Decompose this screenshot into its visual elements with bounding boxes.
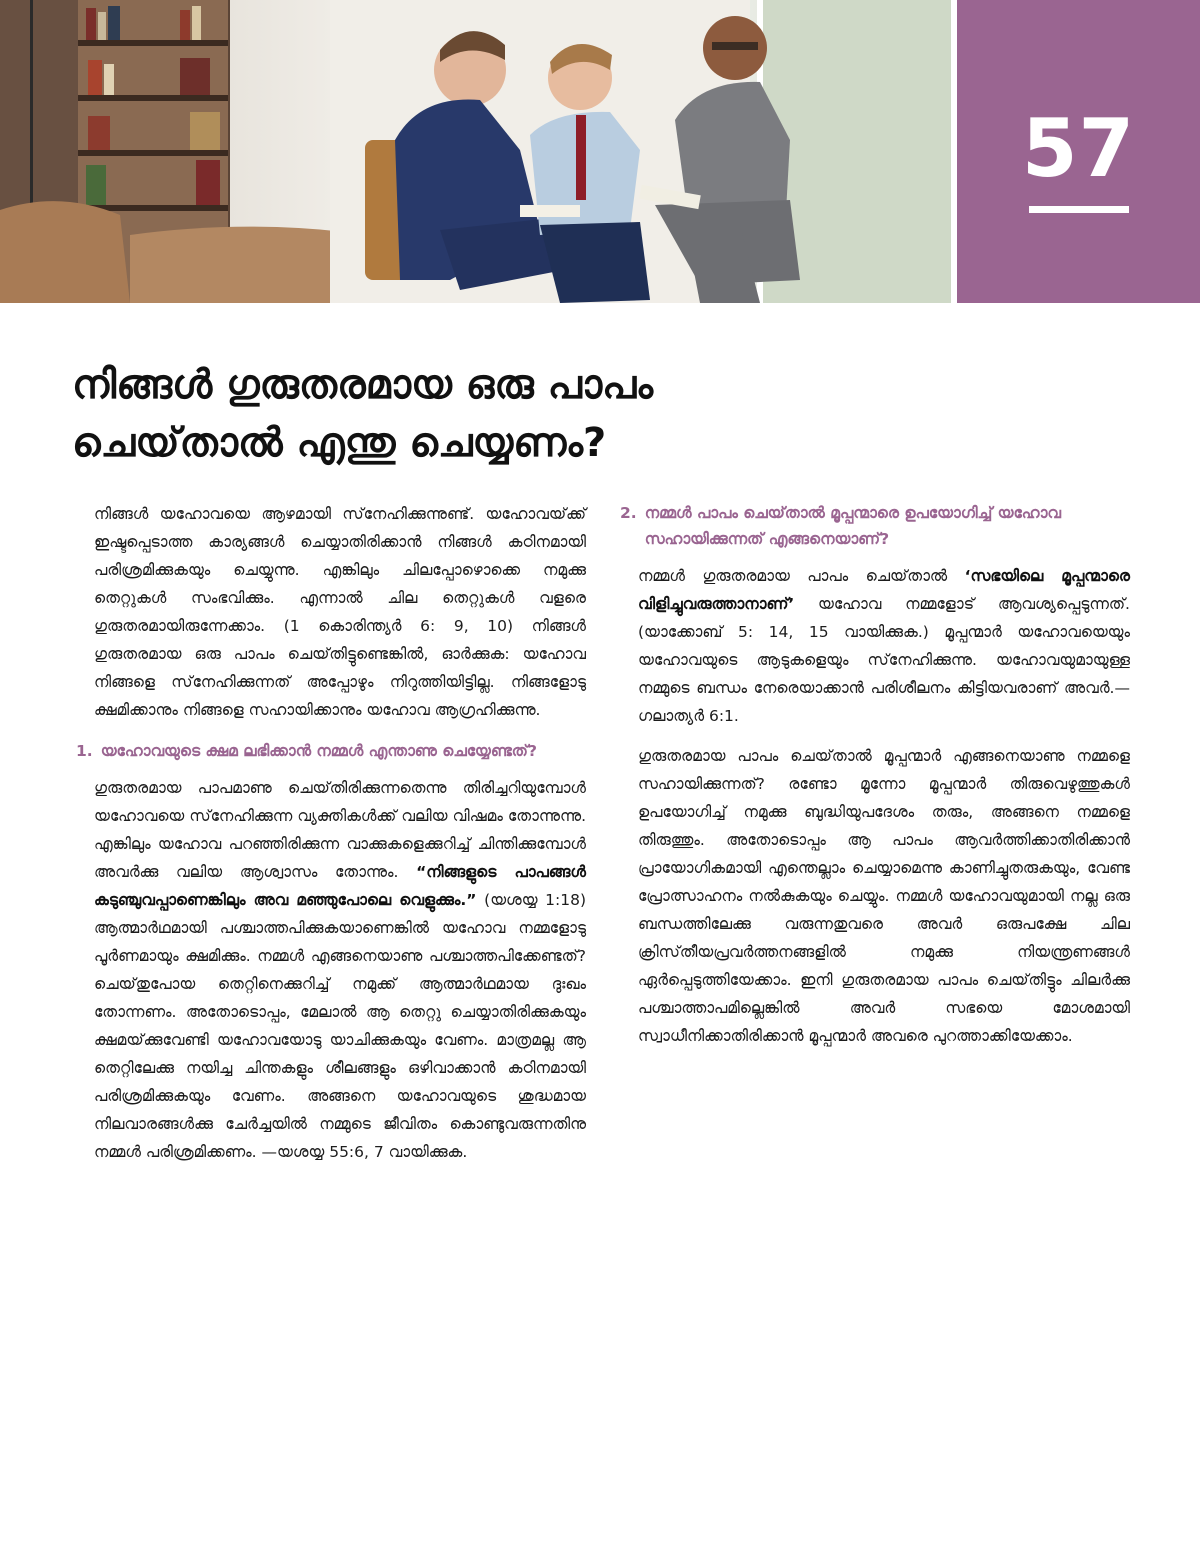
right-column bbox=[620, 500, 1130, 1062]
section-2-question bbox=[620, 500, 1130, 552]
lesson-number: 57 bbox=[1021, 102, 1136, 195]
page-title bbox=[72, 356, 1072, 472]
lesson-number-underline bbox=[1029, 206, 1129, 213]
section-1-text-before: ഗുരുതരമായ പാപമാണു ചെയ്‌തിരിക്കുന്നതെന്നു തിരിച്ചറിയുമ്പോൾ യഹോവയെ സ്‌നേഹിക്കുന്ന വ്യക്തികൾക്ക്‌ വലിയ വിഷമം തോന്നുന്നു. എങ്കിലും യഹോവ പറഞ്ഞിരിക്കുന്ന വാക്കുകളെക്കുറിച്ച്‌ ചിന്തിക്കുമ്പോൾ അവർക്കു വലിയ ആശ്വാസം തോന്നും. bbox=[94, 779, 586, 881]
section-2-p1-after: യഹോവ നമ്മളോട്‌ ആവശ്യപ്പെടുന്നത്‌. (യാക്കോബ്‌ 5: 14, 15 വായിക്കുക.) മൂപ്പന്മാർ യഹോവയെയും യഹോവയുടെ ആടുകളെയും സ്‌നേഹിക്കുന്നു. യഹോവയുമായുള്ള നമ്മുടെ ബന്ധം നേരെയാക്കാൻ പരിശീലനം കിട്ടിയവരാണ്‌ അവർ.—ഗലാത്യർ 6:1. bbox=[638, 595, 1130, 725]
section-2-bold-quote: ‘സഭയിലെ മൂപ്പന്മാരെ വിളിച്ചുവരുത്താനാണ്‌’ bbox=[638, 567, 1130, 613]
header-photo bbox=[0, 0, 951, 303]
section-1-text-after: (യശയ്യ 1:18) ആത്മാർഥമായി പശ്ചാത്തപിക്കുകയാണെങ്കിൽ യഹോവ നമ്മളോടു പൂർണമായും ക്ഷമിക്കും. നമ്മൾ എങ്ങനെയാണു പശ്ചാത്തപിക്കേണ്ടത്‌? ചെയ്‌തുപോയ തെറ്റിനെക്കുറിച്ച്‌ നമുക്ക്‌ ആത്മാർഥമായ ദുഃഖം തോന്നണം. അതോടൊപ്പം, മേലാൽ ആ തെറ്റു ചെയ്യാതിരിക്കുകയും ക്ഷമയ്‌ക്കുവേണ്ടി യഹോവയോടു യാചിക്കുകയും വേണം. മാത്രമല്ല ആ തെറ്റിലേക്കു നയിച്ച ചിന്തകളും ശീലങ്ങളും ഒഴിവാക്കാൻ കഠിനമായി പരിശ്രമിക്കുകയും വേണം. അങ്ങനെ യഹോവയുടെ ശുദ്ധമായ നിലവാരങ്ങൾക്കു ചേർച്ചയിൽ നമ്മുടെ ജീവിതം കൊണ്ടുവരുന്നതിനു നമ്മൾ പരിശ്രമിക്കണം. —യശയ്യ 55:6, 7 വായിക്കുക. bbox=[94, 891, 586, 1161]
section-1-question bbox=[76, 738, 586, 764]
section-2-number: 2. bbox=[620, 504, 637, 522]
section-1-bold-quote: “നിങ്ങളുടെ പാപങ്ങൾ കടുഞ്ചുവപ്പാണെങ്കിലും അവ മഞ്ഞുപോലെ വെളുക്കും.” bbox=[94, 863, 586, 909]
section-2-paragraph-1 bbox=[620, 562, 1130, 730]
section-2-p1-before: നമ്മൾ ഗുരുതരമായ പാപം ചെയ്‌താൽ bbox=[638, 567, 948, 585]
section-2-question-text: നമ്മൾ പാപം ചെയ്‌താൽ മൂപ്പന്മാരെ ഉപയോഗിച്ച്‌ യഹോവ സഹായിക്കുന്നത്‌ എങ്ങനെയാണ്‌? bbox=[644, 504, 1062, 548]
intro-paragraph: നിങ്ങൾ യഹോവയെ ആഴമായി സ്‌നേഹിക്കുന്നുണ്ട്‌. യഹോവയ്‌ക്ക്‌ ഇഷ്ടപ്പെടാത്ത കാര്യങ്ങൾ ചെയ്യാതിരിക്കാൻ നിങ്ങൾ കഠിനമായി പരിശ്രമിക്കുകയും ചെയ്യുന്നു. എങ്കിലും ചിലപ്പോഴൊക്കെ നമുക്കു തെറ്റുകൾ സംഭവിക്കും. എന്നാൽ ചില തെറ്റുകൾ വളരെ ഗുരുതരമായിരുന്നേക്കാം. (1 കൊരിന്ത്യർ 6: 9, 10) നിങ്ങൾ ഗുരുതരമായ ഒരു പാപം ചെയ്‌തിട്ടുണ്ടെങ്കിൽ, ഓർക്കുക: യഹോവ നിങ്ങളെ സ്‌നേഹിക്കുന്നത്‌ അപ്പോഴും നിറുത്തിയിട്ടില്ല. നിങ്ങളോടു ക്ഷമിക്കാനും നിങ്ങളെ സഹായിക്കാനും യഹോവ ആഗ്രഹിക്കുന്നു. bbox=[94, 505, 586, 719]
section-1-paragraph bbox=[76, 774, 586, 1166]
section-2-paragraph-2: ഗുരുതരമായ പാപം ചെയ്‌താൽ മൂപ്പന്മാർ എങ്ങനെയാണു നമ്മളെ സഹായിക്കുന്നത്‌? രണ്ടോ മൂന്നോ മൂപ്പന്മാർ തിരുവെഴുത്തുകൾ ഉപയോഗിച്ച്‌ നമുക്കു ബുദ്ധിയുപദേശം തരും, അങ്ങനെ നമ്മളെ തിരുത്തും. അതോടൊപ്പം ആ പാപം ആവർത്തിക്കാതിരിക്കാൻ പ്രായോഗികമായി എന്തെല്ലാം ചെയ്യാമെന്നു കാണിച്ചുതരുകയും, വേണ്ട പ്രോത്സാഹനം നൽകുകയും ചെയ്യും. നമ്മൾ യഹോവയുമായി നല്ല ഒരു ബന്ധത്തിലേക്കു വരുന്നതുവരെ അവർ ഒരുപക്ഷേ ചില ക്രിസ്‌തീയപ്രവർത്തനങ്ങളിൽ നമുക്കു നിയന്ത്രണങ്ങൾ ഏർപ്പെടുത്തിയേക്കാം. ഇനി ഗുരുതരമായ പാപം ചെയ്‌തിട്ടും ചിലർക്കു പശ്ചാത്താപമില്ലെങ്കിൽ അവർ സഭയെ മോശമായി സ്വാധീനിക്കാതിരിക്കാൻ മൂപ്പന്മാർ അവരെ പുറത്താക്കിയേക്കാം. bbox=[638, 747, 1130, 1045]
page-title-line-2: ചെയ്‌താൽ എന്തു ചെയ്യണം? bbox=[72, 420, 607, 466]
section-1-number: 1. bbox=[76, 742, 93, 760]
lesson-number-tab bbox=[957, 0, 1200, 303]
left-column bbox=[76, 500, 586, 1178]
elders-meeting-illustration bbox=[0, 0, 951, 303]
section-1-question-text: യഹോവയുടെ ക്ഷമ ലഭിക്കാൻ നമ്മൾ എന്താണു ചെയ്യേണ്ടത്‌? bbox=[100, 742, 537, 760]
page-title-line-1: നിങ്ങൾ ഗുരുതരമായ ഒരു പാപം bbox=[72, 362, 654, 408]
